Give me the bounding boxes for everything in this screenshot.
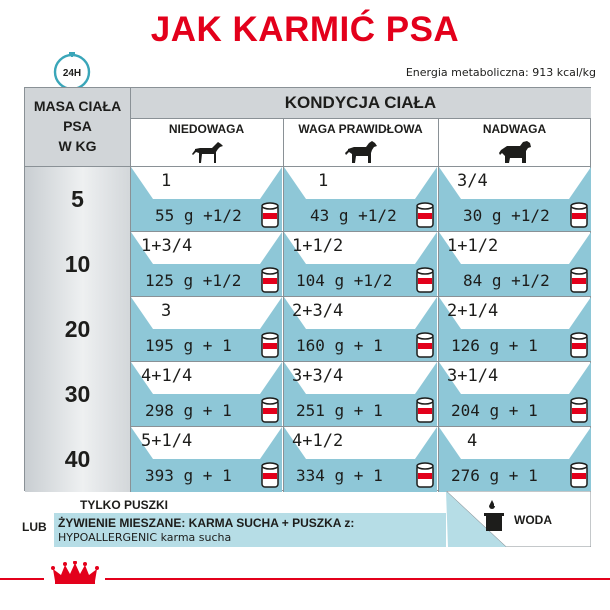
divider [25, 166, 591, 167]
mass-header-line-1: MASA CIAŁA [33, 98, 122, 114]
wet-food-amount: 160 g + 1 [296, 336, 383, 355]
dry-food-amount: 4+1/4 [141, 366, 193, 386]
dry-food-amount: 3+3/4 [292, 366, 344, 386]
can-icon [261, 332, 279, 359]
wet-food-amount: 43 g +1/2 [310, 206, 397, 225]
table-cell [131, 297, 282, 362]
table-cell [284, 427, 437, 492]
crown-logo-icon [51, 561, 99, 585]
clock-24h-icon [52, 51, 92, 91]
wet-food-amount: 30 g +1/2 [463, 206, 550, 225]
can-icon [261, 462, 279, 489]
column-header-underweight [130, 118, 283, 166]
footer-legend [22, 496, 446, 548]
mass-value: 30 [64, 381, 91, 407]
dry-food-amount: 4+1/2 [292, 431, 344, 451]
column-header-normal [283, 118, 438, 166]
dry-food-amount: 3+1/4 [447, 366, 499, 386]
mass-value: 40 [64, 446, 91, 472]
divider [130, 118, 591, 119]
table-cell [284, 167, 437, 232]
table-cell [131, 167, 282, 232]
can-icon [416, 462, 434, 489]
normal-dog-icon [344, 140, 378, 164]
table-cell [439, 297, 591, 362]
wet-food-amount: 334 g + 1 [296, 466, 383, 485]
column-header-overweight [438, 118, 591, 166]
mass-value: 20 [64, 316, 91, 342]
can-icon [261, 397, 279, 424]
divider [438, 118, 439, 492]
dry-food-amount: 3 [161, 301, 172, 321]
mass-value: 5 [71, 186, 84, 212]
mass-header-line-3: W KG [58, 138, 97, 154]
dry-food-amount: 1 [318, 171, 329, 191]
energy-info: Energia metaboliczna: 913 kcal/kg [405, 66, 596, 79]
can-icon [416, 332, 434, 359]
wet-food-amount: 125 g +1/2 [145, 271, 242, 290]
mass-header-cell [25, 88, 130, 166]
dry-food-amount: 4 [467, 431, 478, 451]
condition-header: KONDYCJA CIAŁA [130, 88, 591, 118]
column-label-normal: WAGA PRAWIDŁOWA [298, 122, 423, 136]
only-cans-label: TYLKO PUSZKI [80, 498, 169, 512]
wet-food-amount: 126 g + 1 [451, 336, 538, 355]
table-cell [439, 362, 591, 427]
table-cell [439, 232, 591, 297]
divider [130, 361, 591, 362]
table-cell [284, 232, 437, 297]
or-label: LUB [22, 520, 47, 534]
can-icon [570, 202, 588, 229]
feeding-table [24, 87, 591, 491]
wet-food-amount: 84 g +1/2 [463, 271, 550, 290]
mixed-feeding-label: ŻYWIENIE MIESZANE: KARMA SUCHA + PUSZKA z: [58, 516, 355, 530]
divider [0, 578, 44, 580]
wet-food-amount: 104 g +1/2 [296, 271, 393, 290]
dry-food-amount: 1 [161, 171, 172, 191]
product-label: HYPOALLERGENIC karma sucha [58, 531, 232, 544]
can-icon [416, 202, 434, 229]
divider [283, 118, 284, 492]
dry-food-amount: 1+1/2 [292, 236, 344, 256]
water-label: WODA [514, 513, 552, 527]
column-label-overweight: NADWAGA [482, 122, 547, 136]
wet-food-amount: 276 g + 1 [451, 466, 538, 485]
wet-food-amount: 393 g + 1 [145, 466, 232, 485]
table-cell [284, 297, 437, 362]
mass-header [25, 96, 130, 156]
thin-dog-icon [190, 140, 224, 164]
column-label-underweight: NIEDOWAGA [168, 122, 245, 136]
wet-food-amount: 251 g + 1 [296, 401, 383, 420]
dry-food-amount: 2+3/4 [292, 301, 344, 321]
can-icon [261, 267, 279, 294]
wet-food-amount: 195 g + 1 [145, 336, 232, 355]
can-icon [570, 462, 588, 489]
can-icon [416, 397, 434, 424]
divider [130, 426, 591, 427]
wet-food-amount: 298 g + 1 [145, 401, 232, 420]
dry-food-amount: 1+1/2 [447, 236, 499, 256]
page-title: JAK KARMIĆ PSA [150, 10, 460, 49]
dry-food-amount: 2+1/4 [447, 301, 499, 321]
divider [130, 231, 591, 232]
table-cell [284, 362, 437, 427]
can-icon [570, 267, 588, 294]
table-cell [131, 362, 282, 427]
wet-food-amount: 55 g +1/2 [155, 206, 242, 225]
table-cell [131, 232, 282, 297]
divider [105, 578, 610, 580]
table-cell [131, 427, 282, 492]
can-icon [570, 332, 588, 359]
dry-food-amount: 3/4 [457, 171, 488, 191]
clock-label: 24H [62, 68, 82, 79]
wet-food-amount: 204 g + 1 [451, 401, 538, 420]
mass-header-line-2: PSA [63, 118, 92, 134]
can-icon [261, 202, 279, 229]
table-cell [439, 167, 591, 232]
dry-food-amount: 1+3/4 [141, 236, 193, 256]
dry-food-amount: 5+1/4 [141, 431, 193, 451]
heavy-dog-icon [498, 140, 532, 164]
divider [130, 88, 131, 492]
can-icon [416, 267, 434, 294]
table-cell [439, 427, 591, 492]
can-icon [570, 397, 588, 424]
divider [130, 296, 591, 297]
mass-value: 10 [64, 251, 91, 277]
